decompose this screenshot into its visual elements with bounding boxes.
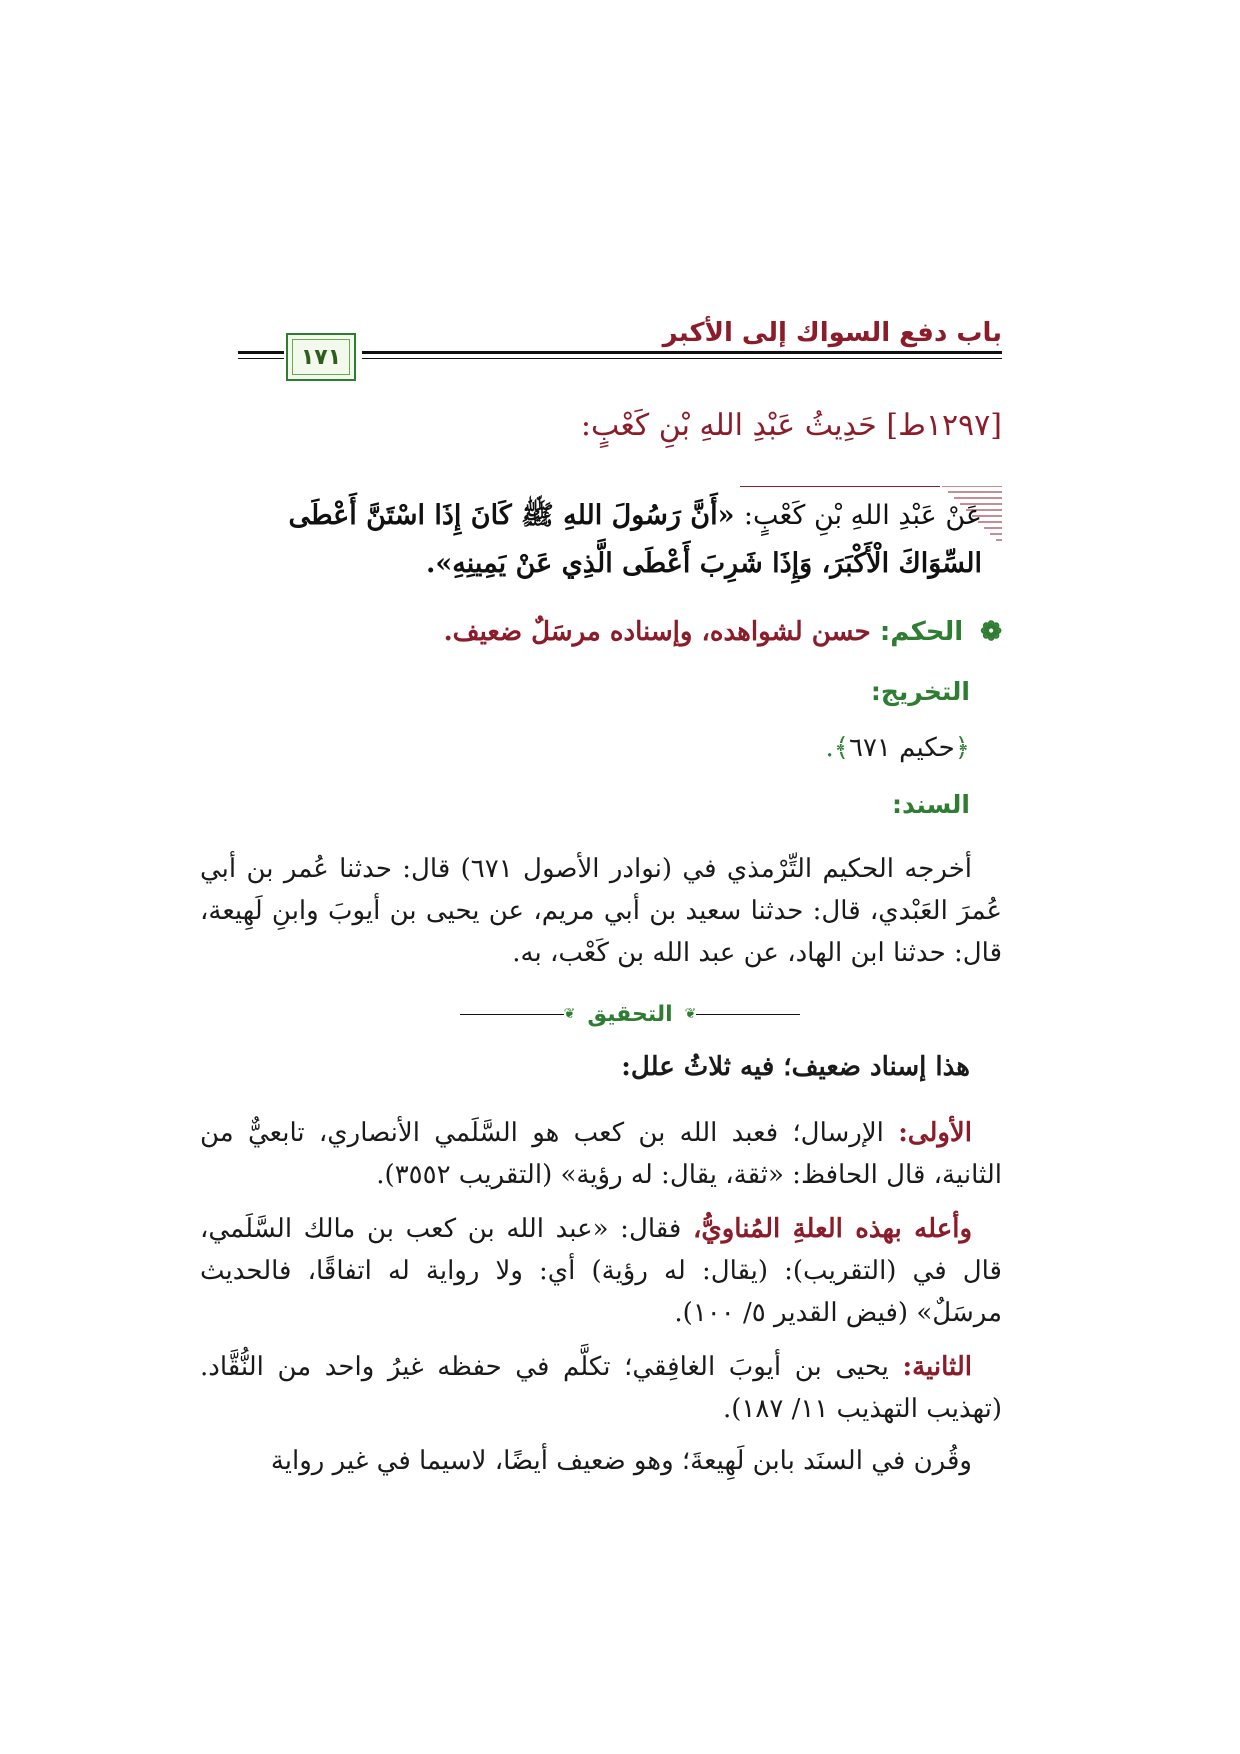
tahqiq-divider	[460, 1002, 800, 1026]
ref-close-bracket: ﴾.	[825, 733, 849, 763]
header-rule-right-thick	[362, 351, 1002, 354]
hadith-text	[222, 492, 982, 588]
first-illa-text: الإرسال؛ فعبد الله بن كعب هو السَّلَمي الأنصاري، تابعيٌّ من الثانية، قال الحافظ: «ثقة، يقال: له رؤية» (التقريب ٣٥٥٢).	[200, 1118, 1002, 1190]
header-rule-right-thin	[362, 358, 1002, 359]
ruling-line	[202, 617, 1002, 647]
running-title: باب دفع السواك إلى الأكبر	[662, 318, 1002, 348]
munawi-paragraph	[200, 1208, 1002, 1334]
takhrij-ref: حكيم ٦٧١	[849, 733, 955, 763]
quote-top-line	[740, 486, 940, 487]
divider-line-right	[696, 1014, 800, 1015]
tahqiq-intro: هذا إسناد ضعيف؛ فيه ثلاثُ علل:	[621, 1052, 970, 1082]
header-rule-left-thick	[238, 351, 284, 354]
munawi-lead: وأعله بهذه العلةِ المُناويُّ،	[692, 1214, 973, 1244]
divider-ornament-icon: ❦	[684, 1006, 697, 1022]
tahqiq-divider-label: التحقيق	[587, 1001, 673, 1027]
divider-ornament-icon: ❦	[563, 1006, 576, 1022]
takhrij-ref-line	[826, 733, 971, 763]
sanad-paragraph: أخرجه الحكيم التِّرْمذي في (نوادر الأصول ٦٧١) قال: حدثنا عُمر بن أبي عُمرَ العَبْدي، قال: حدثنا سعيد بن أبي مريم، عن يحيى بن أيوبَ وابنِ لَهِيعة، قال: حدثنا ابن الهاد، عن عبد الله بن كَعْب، به.	[200, 854, 1002, 968]
second-illa-paragraph	[200, 1346, 1002, 1430]
ref-open-bracket: ﴿	[954, 733, 970, 763]
second-illa-text: يحيى بن أيوبَ الغافِقي؛ تكلَّم في حفظه غيرُ واحد من النُّقَّاد. (تهذيب التهذيب ١١/ ١٨٧).	[200, 1352, 1002, 1424]
ruling-label: الحكم:	[879, 617, 964, 647]
first-illa-paragraph	[200, 1112, 1002, 1196]
sanad-label: السند:	[891, 790, 970, 819]
second-illa-label: الثانية:	[902, 1352, 973, 1382]
takhrij-label: التخريج:	[870, 677, 970, 706]
first-illa-label: الأولى:	[898, 1118, 972, 1148]
munawi-text: فقال: «عبد الله بن كعب بن مالك السَّلَمي، قال في (التقريب): (يقال: له رؤية) أي: ولا رواية له اتفاقًا، فالحديث مرسَلٌ» (فيض القدير ٥/ ١٠٠).	[200, 1214, 1002, 1328]
hadith-matn: «أَنَّ رَسُولَ اللهِ ﷺ كَانَ إِذَا اسْتَنَّ أَعْطَى السِّوَاكَ الْأَكْبَرَ، وَإِذَا شَرِبَ أَعْطَى الَّذِي عَنْ يَمِينِهِ».	[288, 500, 982, 579]
page-number: ١٧١	[300, 344, 342, 370]
ruling-value: حسن لشواهده، وإسناده مرسَلٌ ضعيف.	[443, 617, 871, 647]
hadith-heading: [١٢٩٧ط] حَدِيثُ عَبْدِ اللهِ بْنِ كَعْبٍ:	[580, 408, 1002, 443]
divider-line-left	[460, 1014, 564, 1015]
header-rule-left-thin	[238, 358, 284, 359]
hadith-narrator-lead: عَنْ عَبْدِ اللهِ بْنِ كَعْبٍ:	[743, 500, 982, 531]
page-number-badge	[286, 333, 356, 381]
continuation-paragraph: وقُرن في السنَد بابن لَهِيعةَ؛ وهو ضعيف أيضًا، لاسيما في غير رواية	[270, 1446, 972, 1476]
flower-ornament-icon: ❁	[980, 617, 1002, 647]
